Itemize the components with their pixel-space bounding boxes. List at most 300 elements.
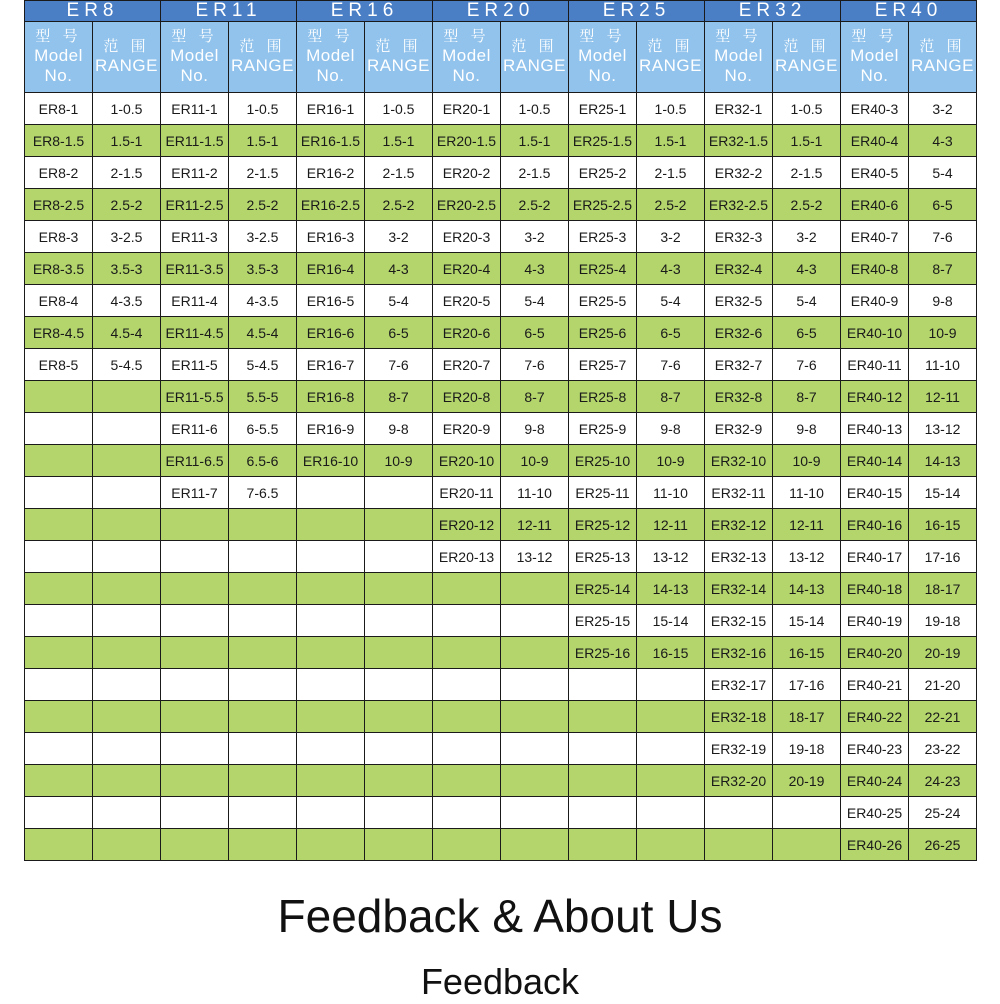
range-cell: 7-6 [637,349,705,381]
model-cell: ER25-2.5 [569,189,637,221]
range-cell [501,701,569,733]
model-cell: ER16-10 [297,445,365,477]
range-cell: 3-2 [909,93,977,125]
table-row [25,125,977,157]
model-cell: ER11-4 [161,285,229,317]
model-cell: ER20-1.5 [433,125,501,157]
range-cell: 25-24 [909,797,977,829]
model-cell [25,509,93,541]
range-en-label: RANGE [231,56,294,75]
model-cell: ER25-6 [569,317,637,349]
range-cell: 9-8 [365,413,433,445]
range-cell [365,477,433,509]
range-cell: 8-7 [365,381,433,413]
range-cell [637,669,705,701]
range-cell: 12-11 [637,509,705,541]
range-cell [93,541,161,573]
model-cell [297,573,365,605]
range-header [909,22,977,93]
series-header-er40: ER40 [841,1,977,22]
range-cn-label: 范 围 [647,38,694,55]
range-cell [637,829,705,861]
range-cell: 3-2 [637,221,705,253]
model-cell [569,829,637,861]
model-cell: ER25-1 [569,93,637,125]
range-cell: 5-4 [909,157,977,189]
model-en-label: No. [860,66,889,85]
table-row [25,381,977,413]
range-cell [637,733,705,765]
model-cell: ER40-16 [841,509,909,541]
range-cell [93,637,161,669]
model-en-label: Model [306,46,355,65]
range-cell [93,605,161,637]
range-cell [93,701,161,733]
range-cell [365,605,433,637]
range-cell [365,701,433,733]
range-cell: 5-4 [501,285,569,317]
range-cell: 16-15 [909,509,977,541]
model-cell [25,765,93,797]
model-cell: ER16-3 [297,221,365,253]
model-cell: ER16-1.5 [297,125,365,157]
model-cell [297,733,365,765]
range-cell: 1.5-1 [637,125,705,157]
model-cell: ER8-3.5 [25,253,93,285]
range-cell [501,669,569,701]
model-cell [25,381,93,413]
range-en-label: RANGE [775,56,838,75]
range-cell: 11-10 [637,477,705,509]
range-cell [229,797,297,829]
range-cell: 3.5-3 [93,253,161,285]
range-cell: 9-8 [773,413,841,445]
model-cell: ER20-1 [433,93,501,125]
model-cn-label: 型 号 [715,28,762,45]
range-cell: 13-12 [909,413,977,445]
model-cell: ER16-2.5 [297,189,365,221]
model-cell [25,541,93,573]
range-cell [637,701,705,733]
model-cell: ER40-20 [841,637,909,669]
model-cell: ER11-2.5 [161,189,229,221]
range-cell: 16-15 [637,637,705,669]
table-row [25,349,977,381]
range-cell: 3-2.5 [229,221,297,253]
model-cell: ER32-14 [705,573,773,605]
model-cell: ER11-2 [161,157,229,189]
range-en-label: RANGE [503,56,566,75]
model-cell [161,541,229,573]
model-cell [161,701,229,733]
model-cell [297,509,365,541]
model-cell [161,797,229,829]
model-en-label: Model [714,46,763,65]
model-en-label: Model [170,46,219,65]
table-row [25,253,977,285]
model-cell [433,605,501,637]
table-row [25,637,977,669]
table-row [25,669,977,701]
range-cell: 1-0.5 [365,93,433,125]
model-en-label: No. [44,66,73,85]
range-cell [365,829,433,861]
range-en-label: RANGE [911,56,974,75]
model-cell [297,701,365,733]
model-cell: ER25-4 [569,253,637,285]
series-header-row [25,1,977,22]
range-cell: 22-21 [909,701,977,733]
range-cell: 12-11 [501,509,569,541]
model-cell: ER16-2 [297,157,365,189]
model-cell [297,637,365,669]
range-cell: 9-8 [501,413,569,445]
model-cell [433,669,501,701]
range-cell: 13-12 [773,541,841,573]
model-cell [161,637,229,669]
table-row [25,829,977,861]
range-cell: 2-1.5 [637,157,705,189]
model-cell [25,733,93,765]
range-cell: 2-1.5 [229,157,297,189]
range-cell [93,797,161,829]
model-cell: ER16-7 [297,349,365,381]
model-cell: ER40-6 [841,189,909,221]
model-cell [569,733,637,765]
range-cell [93,509,161,541]
range-cell [365,765,433,797]
range-cell: 2-1.5 [93,157,161,189]
range-cn-label: 范 围 [103,38,150,55]
range-cell [501,829,569,861]
range-cell [93,381,161,413]
range-cell [229,701,297,733]
model-cell: ER20-13 [433,541,501,573]
model-cell [161,829,229,861]
table-row [25,189,977,221]
range-cell: 2-1.5 [773,157,841,189]
range-cell: 17-16 [773,669,841,701]
model-cell [433,637,501,669]
model-cell: ER16-8 [297,381,365,413]
range-cell: 9-8 [637,413,705,445]
model-cell [433,573,501,605]
model-cell [569,669,637,701]
model-cell: ER32-3 [705,221,773,253]
range-cell: 11-10 [501,477,569,509]
range-cell [229,605,297,637]
range-cell: 2-1.5 [365,157,433,189]
model-cell [161,605,229,637]
model-cell: ER20-2.5 [433,189,501,221]
model-cn-label: 型 号 [171,28,218,45]
model-cell [161,765,229,797]
model-cell [25,605,93,637]
model-cell: ER25-11 [569,477,637,509]
model-cell [297,797,365,829]
range-cell: 19-18 [773,733,841,765]
table-row [25,285,977,317]
model-cell: ER40-19 [841,605,909,637]
range-cell: 12-11 [909,381,977,413]
model-cell [25,701,93,733]
model-en-label: No. [452,66,481,85]
range-cell: 1-0.5 [229,93,297,125]
model-cell: ER25-15 [569,605,637,637]
model-cell: ER40-9 [841,285,909,317]
model-cell [433,765,501,797]
model-cell: ER20-2 [433,157,501,189]
range-cell: 8-7 [773,381,841,413]
range-cell [229,765,297,797]
model-cell: ER25-12 [569,509,637,541]
range-cell: 6-5 [501,317,569,349]
model-en-label: Model [850,46,899,65]
model-cell: ER8-2 [25,157,93,189]
series-header-er11: ER11 [161,1,297,22]
range-cell: 10-9 [909,317,977,349]
range-cell: 4.5-4 [93,317,161,349]
model-cell: ER40-10 [841,317,909,349]
range-cell: 13-12 [637,541,705,573]
model-cell [433,701,501,733]
range-cell: 2.5-2 [637,189,705,221]
range-cell: 4-3 [637,253,705,285]
range-cell [501,797,569,829]
collet-range-table [24,0,977,861]
model-cell: ER11-1 [161,93,229,125]
model-cell: ER32-2.5 [705,189,773,221]
range-cell: 5-4 [365,285,433,317]
feedback-subheading: Feedback [420,961,580,1002]
range-en-label: RANGE [95,56,158,75]
range-cell: 23-22 [909,733,977,765]
range-cell [365,541,433,573]
model-cell [25,637,93,669]
range-cell: 15-14 [773,605,841,637]
model-cell: ER8-5 [25,349,93,381]
range-cell: 9-8 [909,285,977,317]
model-en-label: No. [724,66,753,85]
table-row [25,221,977,253]
model-cell: ER8-1.5 [25,125,93,157]
model-cell: ER40-14 [841,445,909,477]
range-cell: 8-7 [909,253,977,285]
range-cell [637,765,705,797]
model-cell: ER32-16 [705,637,773,669]
range-cell: 7-6 [365,349,433,381]
table-row [25,605,977,637]
range-en-label: RANGE [639,56,702,75]
range-header [93,22,161,93]
range-cell [229,669,297,701]
range-cell: 11-10 [909,349,977,381]
range-cell: 2.5-2 [365,189,433,221]
model-cell: ER40-26 [841,829,909,861]
model-cell: ER25-5 [569,285,637,317]
range-cell: 5-4 [637,285,705,317]
model-cell: ER20-4 [433,253,501,285]
model-cell: ER11-5.5 [161,381,229,413]
range-cell: 4-3 [365,253,433,285]
model-cn-label: 型 号 [443,28,490,45]
table-row [25,157,977,189]
range-cell: 12-11 [773,509,841,541]
model-cell [297,605,365,637]
range-cell [93,477,161,509]
table-row [25,733,977,765]
model-cell: ER11-6 [161,413,229,445]
range-cell: 4-3 [773,253,841,285]
range-header [773,22,841,93]
model-cell: ER32-9 [705,413,773,445]
model-cell: ER11-1.5 [161,125,229,157]
range-cn-label: 范 围 [919,38,966,55]
model-cell: ER32-8 [705,381,773,413]
range-cell [501,573,569,605]
model-cell: ER32-6 [705,317,773,349]
model-cell: ER40-8 [841,253,909,285]
range-cell: 5-4 [773,285,841,317]
model-cell: ER20-5 [433,285,501,317]
range-cell: 4.5-4 [229,317,297,349]
model-en-label: No. [180,66,209,85]
model-cell [25,477,93,509]
model-cell: ER25-7 [569,349,637,381]
range-cell: 7-6.5 [229,477,297,509]
model-no-header [297,22,365,93]
model-cn-label: 型 号 [35,28,82,45]
range-cell: 6-5 [773,317,841,349]
model-cell: ER40-5 [841,157,909,189]
model-no-header [705,22,773,93]
model-cell: ER32-13 [705,541,773,573]
model-en-label: No. [316,66,345,85]
model-cell [433,797,501,829]
model-cell: ER20-6 [433,317,501,349]
range-cell: 3-2 [501,221,569,253]
range-cell: 2.5-2 [93,189,161,221]
model-cell: ER32-1.5 [705,125,773,157]
model-cell: ER11-6.5 [161,445,229,477]
range-cell: 10-9 [773,445,841,477]
model-cell: ER8-4 [25,285,93,317]
range-cell: 3-2 [365,221,433,253]
model-cell [161,509,229,541]
model-cell: ER8-3 [25,221,93,253]
range-cell: 2.5-2 [501,189,569,221]
model-cell [433,829,501,861]
model-cell: ER16-5 [297,285,365,317]
model-no-header [25,22,93,93]
model-cell [297,765,365,797]
range-cell: 4-3.5 [229,285,297,317]
range-cell [93,669,161,701]
model-cell [25,669,93,701]
range-cell [93,445,161,477]
range-cn-label: 范 围 [239,38,286,55]
range-cell [501,765,569,797]
model-cell: ER40-25 [841,797,909,829]
range-cell: 13-12 [501,541,569,573]
model-cell: ER40-15 [841,477,909,509]
range-cell: 4-3 [501,253,569,285]
table-row [25,797,977,829]
range-cell: 4-3.5 [93,285,161,317]
range-cell: 10-9 [501,445,569,477]
model-en-label: Model [34,46,83,65]
range-cell: 2-1.5 [501,157,569,189]
model-cell [433,733,501,765]
range-cell: 8-7 [501,381,569,413]
range-cell [365,797,433,829]
model-cell: ER11-5 [161,349,229,381]
model-cell: ER32-18 [705,701,773,733]
range-cell: 1-0.5 [637,93,705,125]
model-cell: ER8-1 [25,93,93,125]
model-cell [25,797,93,829]
range-cell: 6-5 [637,317,705,349]
model-cell: ER32-7 [705,349,773,381]
series-header-er16: ER16 [297,1,433,22]
range-cell: 4-3 [909,125,977,157]
model-cell: ER32-2 [705,157,773,189]
range-cell: 1.5-1 [93,125,161,157]
model-cell: ER25-8 [569,381,637,413]
range-cell: 14-13 [909,445,977,477]
column-header-row [25,22,977,93]
model-cell: ER40-3 [841,93,909,125]
table-row [25,701,977,733]
model-cell: ER40-21 [841,669,909,701]
range-cell: 5-4.5 [93,349,161,381]
model-cell: ER25-9 [569,413,637,445]
model-cell: ER32-1 [705,93,773,125]
series-header-er20: ER20 [433,1,569,22]
model-cell: ER25-13 [569,541,637,573]
model-cell [25,413,93,445]
model-cell: ER20-7 [433,349,501,381]
model-cell: ER20-9 [433,413,501,445]
model-no-header [841,22,909,93]
model-cell: ER40-23 [841,733,909,765]
model-cell: ER25-1.5 [569,125,637,157]
model-cell [569,701,637,733]
table-row [25,477,977,509]
range-cell: 15-14 [637,605,705,637]
model-cell [161,669,229,701]
model-cell: ER40-11 [841,349,909,381]
range-cell: 3-2.5 [93,221,161,253]
table-body [25,93,977,861]
range-cell [229,829,297,861]
range-cell: 1.5-1 [229,125,297,157]
table-row [25,413,977,445]
range-cell: 7-6 [909,221,977,253]
model-cell: ER40-12 [841,381,909,413]
range-cell [365,509,433,541]
range-cell: 3-2 [773,221,841,253]
range-cell [229,541,297,573]
table-row [25,317,977,349]
model-cell: ER32-15 [705,605,773,637]
model-no-header [161,22,229,93]
model-no-header [433,22,501,93]
range-cell [365,733,433,765]
model-cell [705,797,773,829]
model-cell [161,733,229,765]
range-cell: 17-16 [909,541,977,573]
